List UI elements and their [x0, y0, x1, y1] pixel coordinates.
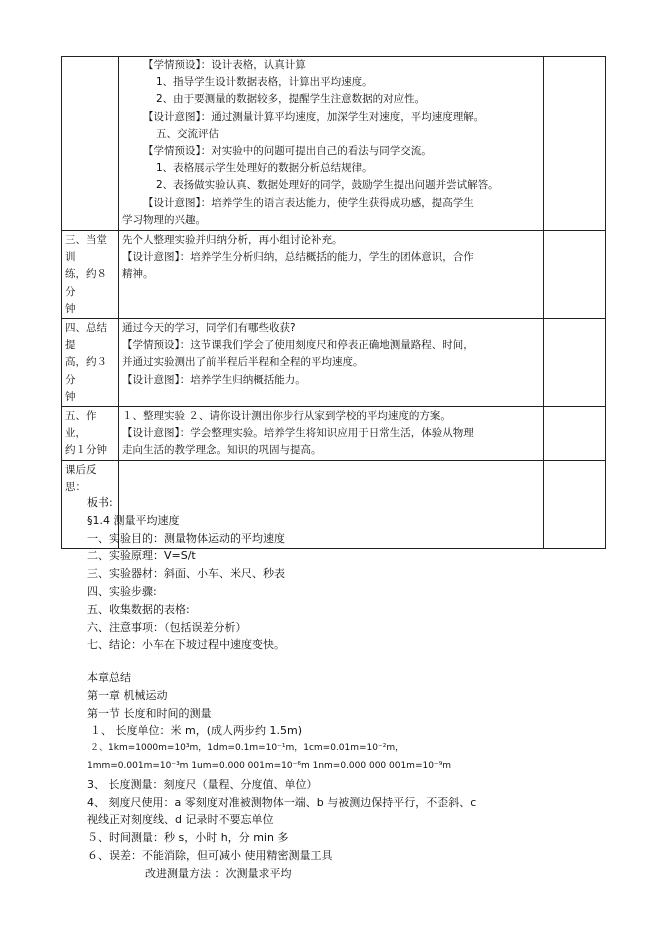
stage-label: 钟	[65, 390, 76, 403]
stage-label: 课后反思：	[65, 463, 97, 493]
board-line: 二、实验原理：V=S/t	[87, 549, 196, 563]
summary-line: 1mm=0.001m=10⁻³m 1um=0.000 001m=10⁻⁶m 1nm=0.000 000 001m=10⁻⁹m	[87, 760, 452, 771]
text-line: 1、指导学生设计数据表格，计算出平均速度。	[156, 76, 373, 89]
stage-label: 三、当堂训	[65, 234, 107, 264]
summary-line: ５、时间测量：秒 s，小时 h，分 min 多	[87, 831, 289, 845]
board-line: §1.4 测量平均速度	[87, 513, 180, 527]
text-line: 通过今天的学习，同学们有哪些收获?	[122, 322, 296, 335]
stage-cell	[62, 57, 119, 231]
board-title: 板书:	[87, 496, 113, 509]
board-line: 六、注意事项：（包括误差分析）	[87, 620, 247, 634]
board-line: 五、收集数据的表格:	[87, 602, 190, 616]
stage-label: 五、作业，	[65, 410, 97, 440]
stage-label: 钟	[65, 302, 76, 315]
summary-heading: 本章总结	[87, 671, 131, 684]
stage-cell	[62, 407, 119, 461]
section-title: 第一节 长度和时间的测量	[87, 706, 212, 720]
stage-cell	[62, 231, 119, 319]
text-line: 【设计意图】：培养学生的语言表达能力，使学生获得成功感，提高学生	[143, 196, 474, 209]
summary-line: 视线正对刻度线、d 记录时不要忘单位	[87, 813, 274, 827]
stage-cell	[62, 319, 119, 407]
stage-label: 练，约８分	[65, 268, 107, 298]
notes-cell	[544, 57, 606, 231]
text-line: 2、表扬做实验认真、数据处理好的同学，鼓励学生提出问题并尝试解答。	[156, 179, 499, 192]
table-row	[62, 407, 606, 461]
summary-line: １、 长度单位：米 m，(成人两步约 1.5m)	[90, 724, 302, 738]
blackboard-outline	[87, 494, 607, 654]
content-cell	[119, 319, 544, 407]
stage-label: 高，约３分	[65, 356, 107, 386]
summary-line: 改进测量方法 ：次测量求平均	[145, 866, 292, 880]
content-cell	[119, 231, 544, 319]
chapter-summary	[87, 669, 627, 883]
chapter-title: 第一章 机械运动	[87, 688, 168, 702]
board-line: 三、实验器材：斜面、小车、米尺、秒表	[87, 567, 285, 581]
board-line: 一、实验目的：测量物体运动的平均速度	[87, 531, 285, 545]
text-line: 2、由于要测量的数据较多，提醒学生注意数据的对应性。	[156, 93, 426, 106]
text-line: 并通过实验测出了前半程后半程和全程的平均速度。	[122, 356, 364, 369]
text-line: １、整理实验 ２、请你设计测出你步行从家到学校的平均速度的方案。	[122, 410, 451, 423]
stage-label: 四、总结提	[65, 322, 107, 352]
text-line: 【设计意图】：培养学生归纳概括能力。	[122, 373, 306, 386]
summary-line: 3、 长度测量：刻度尺（量程、分度值、单位）	[87, 777, 318, 791]
text-line: 【学情预设】：这节课我们学会了使用刻度尺和停表正确地测量路程、时间，	[122, 339, 474, 352]
text-line: 【学情预设】：对实验中的问题可提出自己的看法与同学交流。	[143, 145, 432, 158]
text-line: 1、表格展示学生处理好的数据分析总结规律。	[156, 162, 373, 175]
board-line: 四、实验步骤:	[87, 584, 157, 598]
content-cell	[119, 407, 544, 461]
text-line: 【设计意图】：培养学生分析归纳，总结概括的能力，学生的团体意识，合作	[122, 251, 474, 264]
notes-cell	[544, 231, 606, 319]
text-line: 【设计意图】：学会整理实验。培养学生将知识应用于日常生活，体验从物理	[122, 427, 474, 440]
notes-cell	[544, 407, 606, 461]
table-row	[62, 319, 606, 407]
text-line: 五、交流评估	[156, 127, 219, 140]
summary-line: ２、1km=1000m=10³m，1dm=0.1m=10⁻¹m，1cm=0.01m=10⁻²m，	[90, 743, 405, 754]
text-line: 【设计意图】：通过测量计算平均速度，加深学生对速度，平均速度理解。	[143, 110, 485, 123]
text-line: 走向生活的教学理念。知识的巩固与提高。	[122, 444, 322, 457]
summary-line: 4、 刻度尺使用：a 零刻度对准被测物体一端、b 与被测边保持平行，不歪斜、c	[87, 795, 477, 809]
summary-line: ６、误差：不能消除，但可减小 使用精密测量工具	[87, 848, 333, 862]
stage-label: 约１分钟	[65, 444, 107, 457]
table-row	[62, 231, 606, 319]
text-line: 先个人整理实验并归纳分析，再小组讨论补充。	[122, 234, 343, 246]
text-line: 学习物理的兴趣。	[122, 213, 206, 226]
table-row	[62, 57, 606, 231]
content-cell	[119, 57, 544, 231]
text-line: 【学情预设】：设计表格，认真计算	[143, 59, 306, 71]
notes-cell	[544, 319, 606, 407]
text-line: 精神。	[122, 268, 154, 281]
board-line: 七、结论：小车在下坡过程中速度变快。	[87, 638, 285, 652]
lesson-plan-table	[61, 56, 606, 549]
